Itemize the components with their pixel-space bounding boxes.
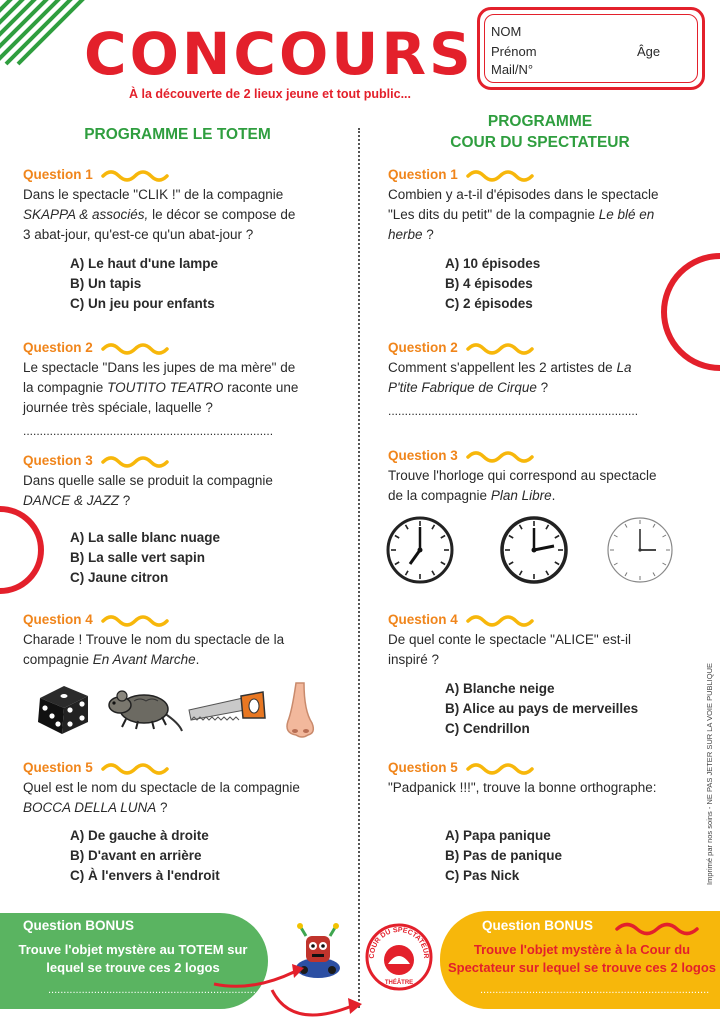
company-name: BOCCA DELLA LUNA	[23, 800, 157, 815]
saw-icon	[185, 688, 267, 730]
question-text	[23, 205, 353, 225]
left-edge-arc	[0, 505, 22, 595]
question-label: Question 5	[23, 760, 93, 775]
question-text	[23, 491, 353, 511]
wave-icon	[101, 761, 171, 775]
question-text-part: le décor se compose de	[148, 207, 296, 222]
title-text: CONCOURS	[84, 20, 474, 88]
question-text: Le spectacle "Dans les jupes de ma mère" de	[23, 360, 296, 375]
nose-icon	[282, 681, 318, 741]
answer-option[interactable]: C) Pas Nick	[445, 868, 520, 883]
answer-option[interactable]: A) Papa panique	[445, 828, 551, 843]
left-q5-options	[70, 826, 220, 886]
clock-icon[interactable]	[386, 516, 454, 584]
right-q5-options	[445, 826, 562, 886]
right-question-3	[388, 446, 700, 506]
rat-icon	[104, 683, 184, 733]
question-text: Dans quelle salle se produit la compagnie	[23, 473, 273, 488]
wave-icon	[466, 613, 536, 627]
company-name: TOUTITO TEATRO	[107, 380, 224, 395]
left-q1-options	[70, 254, 218, 314]
question-text-part: la compagnie	[23, 380, 108, 395]
wave-icon	[101, 613, 171, 627]
question-label: Question 3	[388, 448, 458, 463]
bonus-text-line: Trouve l'objet mystère à la Cour du	[473, 942, 691, 957]
wave-icon	[101, 341, 171, 355]
question-text: De quel conte le spectacle "ALICE" est-il	[388, 632, 631, 647]
question-text-part: ?	[536, 380, 549, 395]
question-text-part: "Les dits du petit" de la compagnie	[388, 207, 599, 222]
company-name: herbe	[388, 227, 423, 242]
right-question-5	[388, 758, 700, 798]
question-text-part: Comment s'appellent les 2 artistes de	[388, 360, 617, 375]
question-text-part: de la compagnie	[388, 488, 491, 503]
mail-label: Mail/N°	[491, 62, 534, 77]
wave-icon	[101, 454, 171, 468]
wave-icon	[101, 168, 171, 182]
clock-icon[interactable]	[500, 516, 568, 584]
right-q1-options	[445, 254, 540, 314]
right-q4-options	[445, 679, 638, 739]
question-text-part: compagnie	[23, 652, 93, 667]
question-label: Question 5	[388, 760, 458, 775]
question-text: Combien y a-t-il d'épisodes dans le spectacle	[388, 187, 659, 202]
question-text: Trouve l'horloge qui correspond au spectacle	[388, 468, 657, 483]
company-name: La	[616, 360, 632, 375]
question-label: Question 1	[388, 167, 458, 182]
question-text: inspiré ?	[388, 652, 440, 667]
bonus-title: Question BONUS	[23, 918, 135, 933]
question-text	[388, 378, 700, 398]
answer-option[interactable]: B) Alice au pays de merveilles	[445, 701, 639, 716]
company-name: DANCE & JAZZ	[23, 493, 120, 508]
company-name: Le blé en	[598, 207, 655, 222]
right-question-2	[388, 338, 700, 398]
question-text: 3 abat-jour, qu'est-ce qu'un abat-jour ?	[23, 227, 254, 242]
left-heading: PROGRAMME LE TOTEM	[84, 126, 271, 143]
answer-option[interactable]: A) Le haut d'une lampe	[70, 256, 218, 271]
company-name: Plan Libre	[490, 488, 552, 503]
page-title	[84, 20, 474, 90]
left-question-3	[23, 451, 353, 511]
answer-option[interactable]: C) 2 épisodes	[445, 296, 533, 311]
clock-icon[interactable]	[606, 516, 674, 584]
wave-icon	[466, 761, 536, 775]
question-text	[23, 378, 353, 398]
arrows-icon	[212, 950, 412, 1024]
right-heading-line: PROGRAMME	[487, 113, 593, 130]
answer-option[interactable]: A) Blanche neige	[445, 681, 555, 696]
question-text: Dans le spectacle "CLIK !" de la compagnie	[23, 187, 284, 202]
company-name: P'tite Fabrique de Cirque	[388, 380, 537, 395]
nom-label: NOM	[491, 24, 522, 39]
page-subtitle: À la découverte de 2 lieux jeune et tout public...	[128, 87, 411, 101]
column-divider	[358, 128, 360, 1008]
answer-option[interactable]: C) À l'envers à l'endroit	[70, 868, 220, 883]
left-q3-options	[70, 528, 220, 588]
question-label: Question 4	[23, 612, 93, 627]
bonus-text-line: Spectateur sur lequel se trouve ces 2 logos	[447, 960, 717, 975]
wave-icon	[615, 920, 705, 936]
corner-stripes	[0, 0, 72, 58]
question-text-part: raconte une	[223, 380, 299, 395]
answer-option[interactable]: C) Un jeu pour enfants	[70, 296, 215, 311]
question-text	[388, 486, 700, 506]
right-question-1	[388, 165, 700, 245]
answer-option[interactable]: B) D'avant en arrière	[70, 848, 202, 863]
bonus-answer-line[interactable]: ...........................................................................	[48, 984, 278, 996]
dice-icon	[32, 680, 94, 738]
question-label: Question 3	[23, 453, 93, 468]
side-note-text: Imprimé par nos soins - NE PAS JETER SUR LA VOIE PUBLIQUE	[705, 662, 714, 885]
question-text-part: ?	[422, 227, 434, 242]
answer-option[interactable]: A) 10 épisodes	[445, 256, 541, 271]
bonus-title: Question BONUS	[482, 918, 594, 933]
question-label: Question 2	[23, 340, 93, 355]
answer-option[interactable]: C) Cendrillon	[445, 721, 530, 736]
question-text	[388, 358, 700, 378]
answer-option[interactable]: B) Pas de panique	[445, 848, 563, 863]
wave-icon	[466, 449, 536, 463]
answer-option[interactable]: B) 4 épisodes	[445, 276, 533, 291]
question-label: Question 1	[23, 167, 93, 182]
left-question-5	[23, 758, 353, 818]
question-text: Quel est le nom du spectacle de la compagnie	[23, 780, 300, 795]
bonus-text-line: lequel se trouve ces 2 logos	[46, 960, 220, 975]
question-label: Question 2	[388, 340, 458, 355]
logo-sub-text: THÉÂTRE	[384, 980, 414, 986]
logo-ring-text: COUR DU SPECTATEUR	[368, 926, 430, 959]
answer-option[interactable]: B) La salle vert sapin	[70, 550, 206, 565]
question-text-part: ?	[156, 800, 168, 815]
right-heading	[405, 111, 675, 153]
side-note	[702, 600, 716, 885]
question-text	[388, 225, 700, 245]
question-text: Charade ! Trouve le nom du spectacle de la	[23, 632, 285, 647]
left-question-1	[23, 165, 353, 245]
question-text: "Padpanick !!!", trouve la bonne orthographe:	[388, 780, 657, 795]
company-name: SKAPPA & associés,	[23, 207, 149, 222]
bonus-text-line: Trouve l'objet mystère au TOTEM sur	[18, 942, 248, 957]
question-text-part: .	[551, 488, 556, 503]
left-question-2	[23, 338, 353, 418]
question-text	[23, 798, 353, 818]
answer-option[interactable]: C) Jaune citron	[70, 570, 169, 585]
wave-icon	[466, 341, 536, 355]
answer-option[interactable]: A) De gauche à droite	[70, 828, 209, 843]
question-label: Question 4	[388, 612, 458, 627]
bonus-text	[446, 941, 718, 977]
age-label: Âge	[637, 44, 661, 59]
question-text	[23, 650, 353, 670]
question-text-part: .	[195, 652, 200, 667]
answer-line[interactable]: ...........................................................................	[23, 424, 274, 438]
left-question-4	[23, 610, 353, 670]
question-text-part: ?	[119, 493, 131, 508]
prenom-label: Prénom	[491, 44, 537, 59]
question-text: journée très spéciale, laquelle ?	[23, 400, 213, 415]
question-text	[388, 205, 700, 225]
answer-line[interactable]: ...........................................................................	[388, 404, 639, 418]
right-question-4	[388, 610, 700, 670]
answer-option[interactable]: A) La salle blanc nuage	[70, 530, 221, 545]
wave-icon	[466, 168, 536, 182]
right-heading-line: COUR DU SPECTATEUR	[450, 134, 630, 151]
answer-option[interactable]: B) Un tapis	[70, 276, 142, 291]
company-name: En Avant Marche	[92, 652, 196, 667]
bonus-answer-line[interactable]: ...........................................................................	[480, 984, 710, 996]
